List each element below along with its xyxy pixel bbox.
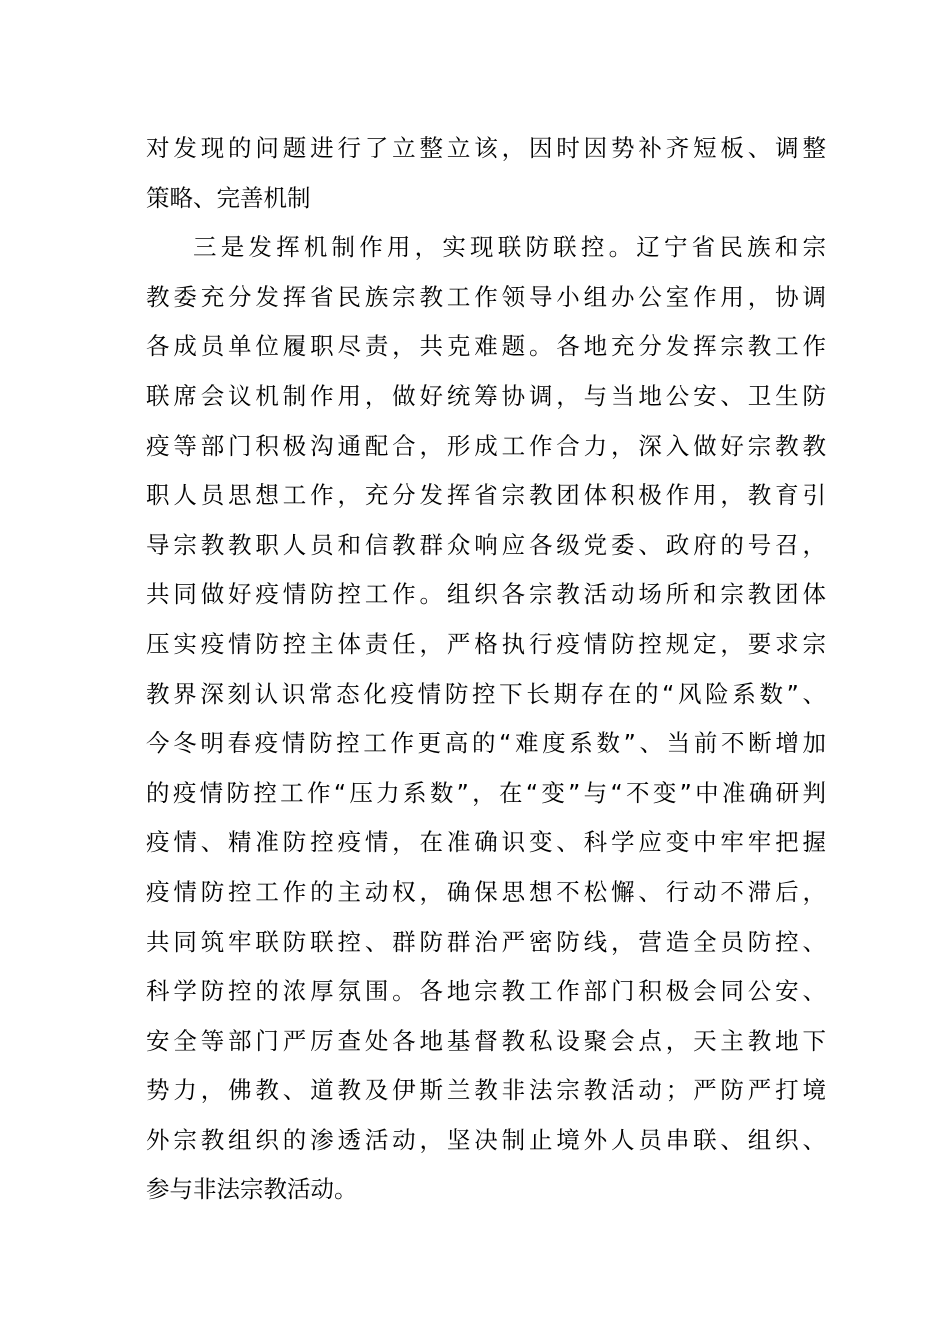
text-line: 安全等部门严厉查处各地基督教私设聚会点，天主教地下 bbox=[146, 1026, 826, 1055]
text-line: 对发现的问题进行了立整立该，因时因势补齐短板、调整 bbox=[146, 134, 826, 162]
text-line: 今冬明春疫情防控工作更高的“难度系数”、当前不断增加 bbox=[146, 729, 826, 758]
text-line: 势力，佛教、道教及伊斯兰教非法宗教活动；严防严打境 bbox=[146, 1076, 826, 1105]
text-line: 疫情防控工作的主动权，确保思想不松懈、行动不滞后， bbox=[146, 877, 826, 906]
text-line: 各成员单位履职尽责，共克难题。各地充分发挥宗教工作 bbox=[146, 332, 826, 361]
text-line: 外宗教组织的渗透活动，坚决制止境外人员串联、组织、 bbox=[146, 1125, 826, 1154]
text-line: 压实疫情防控主体责任，严格执行疫情防控规定，要求宗 bbox=[146, 629, 826, 658]
text-line: 参与非法宗教活动。 bbox=[146, 1175, 358, 1204]
paragraph-first-line: 三是发挥机制作用，实现联防联控。辽宁省民族和宗 bbox=[193, 233, 826, 262]
text-line: 共同筑牢联防联控、群防群治严密防线，营造全员防控、 bbox=[146, 927, 826, 956]
text-line: 疫等部门积极沟通配合，形成工作合力，深入做好宗教教 bbox=[146, 431, 826, 460]
body-text bbox=[146, 124, 826, 1215]
text-line: 联席会议机制作用，做好统筹协调，与当地公安、卫生防 bbox=[146, 381, 826, 410]
text-line: 教委充分发挥省民族宗教工作领导小组办公室作用，协调 bbox=[146, 282, 826, 311]
text-line: 疫情、精准防控疫情，在准确识变、科学应变中牢牢把握 bbox=[146, 828, 826, 857]
text-line: 策略、完善机制 bbox=[146, 183, 311, 212]
text-line: 的疫情防控工作“压力系数”，在“变”与“不变”中准确研判 bbox=[146, 778, 826, 807]
text-line: 共同做好疫情防控工作。组织各宗教活动场所和宗教团体 bbox=[146, 580, 826, 609]
text-line: 教界深刻认识常态化疫情防控下长期存在的“风险系数”、 bbox=[146, 679, 826, 708]
text-line: 职人员思想工作，充分发挥省宗教团体积极作用，教育引 bbox=[146, 481, 826, 510]
text-line: 科学防控的浓厚氛围。各地宗教工作部门积极会同公安、 bbox=[146, 977, 826, 1006]
text-line: 导宗教教职人员和信教群众响应各级党委、政府的号召， bbox=[146, 530, 826, 559]
